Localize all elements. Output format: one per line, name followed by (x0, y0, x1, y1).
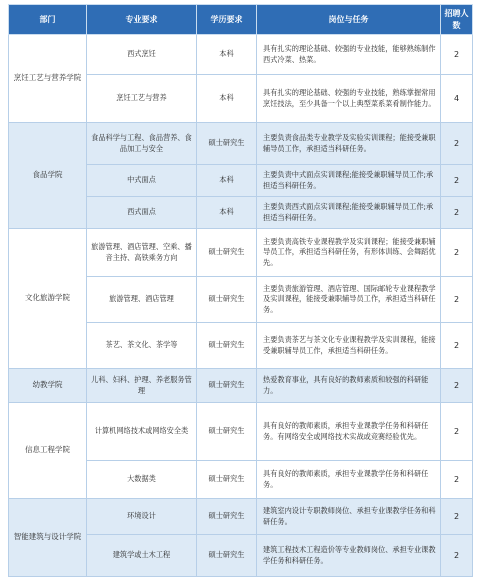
major-cell: 旅游管理、酒店管理 (87, 277, 197, 323)
duty-cell: 具有良好的教师素质，承担专业课教学任务和科研任务。 (257, 461, 441, 499)
recruitment-table (8, 4, 473, 577)
major-cell: 建筑学或土木工程 (87, 535, 197, 577)
duty-cell: 主要负责高铁专业课程教学及实训课程；能接受兼职辅导员工作，承担适当科研任务，有形体训练、会舞蹈优先。 (257, 229, 441, 277)
header-duty: 岗位与任务 (257, 5, 441, 35)
header-dept: 部门 (9, 5, 87, 35)
header-degree: 学历要求 (197, 5, 257, 35)
major-cell: 环境设计 (87, 499, 197, 535)
count-cell: 2 (441, 165, 473, 197)
count-cell: 2 (441, 35, 473, 75)
count-cell: 2 (441, 197, 473, 229)
count-cell: 2 (441, 277, 473, 323)
count-cell: 2 (441, 403, 473, 461)
duty-cell: 具有扎实的理论基础、较强的专业技能，熟练掌握常用烹饪技法，至少具备一个以上典型菜系菜肴制作能力。 (257, 75, 441, 123)
duty-cell: 主要负责中式面点实训课程;能接受兼职辅导员工作;承担适当科研任务。 (257, 165, 441, 197)
duty-cell: 具有扎实的理论基础、较强的专业技能，能够熟练制作西式冷菜、热菜。 (257, 35, 441, 75)
table-row (9, 499, 473, 535)
count-cell: 2 (441, 369, 473, 403)
degree-cell: 本科 (197, 75, 257, 123)
table-row (9, 229, 473, 277)
count-cell: 2 (441, 461, 473, 499)
table-row (9, 35, 473, 75)
major-cell: 茶艺、茶文化、茶学等 (87, 323, 197, 369)
major-cell: 大数据类 (87, 461, 197, 499)
degree-cell: 硕士研究生 (197, 499, 257, 535)
header-major: 专业要求 (87, 5, 197, 35)
degree-cell: 硕士研究生 (197, 369, 257, 403)
major-cell: 计算机网络技术或网络安全类 (87, 403, 197, 461)
degree-cell: 硕士研究生 (197, 461, 257, 499)
major-cell: 西式面点 (87, 197, 197, 229)
table-row (9, 403, 473, 461)
major-cell: 烹饪工艺与营养 (87, 75, 197, 123)
degree-cell: 硕士研究生 (197, 323, 257, 369)
degree-cell: 硕士研究生 (197, 277, 257, 323)
duty-cell: 主要负责旅游管理、酒店管理、国际邮轮专业课程教学及实训课程，能接受兼职辅导员工作，承担适当科研任务。 (257, 277, 441, 323)
count-cell: 2 (441, 535, 473, 577)
duty-cell: 具有良好的教师素质，承担专业课教学任务和科研任务。有网络安全或网络技术实战或竞赛经验优先。 (257, 403, 441, 461)
degree-cell: 本科 (197, 197, 257, 229)
count-cell: 2 (441, 229, 473, 277)
dept-cell: 信息工程学院 (9, 403, 87, 499)
major-cell: 儿科、妇科、护理、养老服务管理 (87, 369, 197, 403)
count-cell: 4 (441, 75, 473, 123)
dept-cell: 智能建筑与设计学院 (9, 499, 87, 577)
count-cell: 2 (441, 323, 473, 369)
major-cell: 中式面点 (87, 165, 197, 197)
duty-cell: 建筑室内设计专职教师岗位、承担专业课教学任务和科研任务。 (257, 499, 441, 535)
table-row (9, 123, 473, 165)
header-row (9, 5, 473, 35)
duty-cell: 主要负责食品类专业教学及实验实训课程；能接受兼职辅导员工作，承担适当科研任务。 (257, 123, 441, 165)
dept-cell: 烹饪工艺与营养学院 (9, 35, 87, 123)
major-cell: 西式烹饪 (87, 35, 197, 75)
duty-cell: 建筑工程技术工程造价等专业教师岗位、承担专业课教学任务和科研任务。 (257, 535, 441, 577)
dept-cell: 食品学院 (9, 123, 87, 229)
dept-cell: 文化旅游学院 (9, 229, 87, 369)
degree-cell: 硕士研究生 (197, 123, 257, 165)
dept-cell: 幼教学院 (9, 369, 87, 403)
header-count: 招聘人数 (441, 5, 473, 35)
duty-cell: 主要负责西式面点实训课程;能接受兼职辅导员工作;承担适当科研任务。 (257, 197, 441, 229)
major-cell: 旅游管理、酒店管理、空乘、播音主持、高铁乘务方向 (87, 229, 197, 277)
duty-cell: 主要负责茶艺与茶文化专业课程教学及实训课程，能接受兼职辅导员工作，承担适当科研任务。 (257, 323, 441, 369)
duty-cell: 热爱教育事业，具有良好的教师素质和较强的科研能力。 (257, 369, 441, 403)
table-row (9, 369, 473, 403)
degree-cell: 硕士研究生 (197, 535, 257, 577)
major-cell: 食品科学与工程、食品营养、食品加工与安全 (87, 123, 197, 165)
count-cell: 2 (441, 499, 473, 535)
degree-cell: 硕士研究生 (197, 229, 257, 277)
degree-cell: 硕士研究生 (197, 403, 257, 461)
degree-cell: 本科 (197, 35, 257, 75)
count-cell: 2 (441, 123, 473, 165)
degree-cell: 本科 (197, 165, 257, 197)
